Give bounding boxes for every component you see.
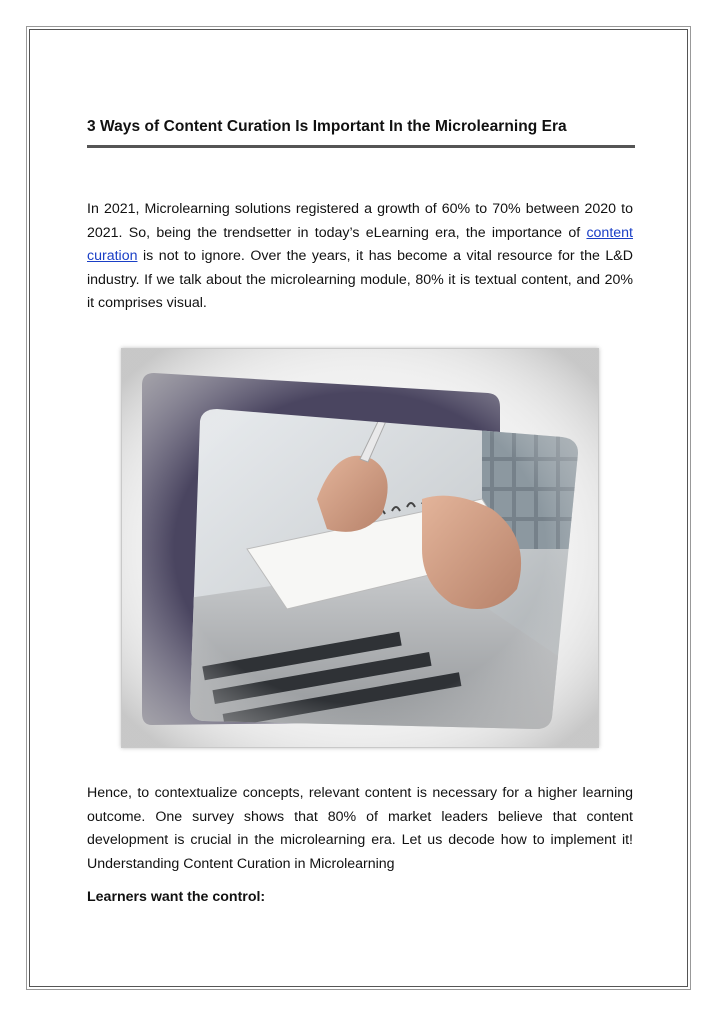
intro-text-before-link: In 2021, Microlearning solutions registered a growth of 60% to 70% between 2020 to 2021. So, being the trendsetter in today’s eLearning era, the importance of [87, 201, 633, 241]
title-underline-rule [87, 145, 635, 148]
intro-paragraph [87, 198, 633, 316]
article-photo [121, 348, 599, 748]
hand-writing-notebook-laptop-photo [122, 349, 598, 747]
document-title: 3 Ways of Content Curation Is Important In the Microlearning Era [87, 118, 567, 135]
body-paragraph: Hence, to contextualize concepts, relevant content is necessary for a higher learning outcome. One survey shows that 80% of market leaders believe that content development is crucial in the microlearning era. Let us decode how to implement it! Understanding Content Curation in Microlearning [87, 785, 633, 872]
content-curation-link[interactable]: content curation [87, 224, 633, 264]
intro-text-after-link: is not to ignore. Over the years, it has become a vital resource for the L&D industry. If we talk about the microlearning module, 80% it is textual content, and 20% it comprises visual. [87, 248, 633, 311]
section-subheading: Learners want the control: [87, 889, 266, 905]
